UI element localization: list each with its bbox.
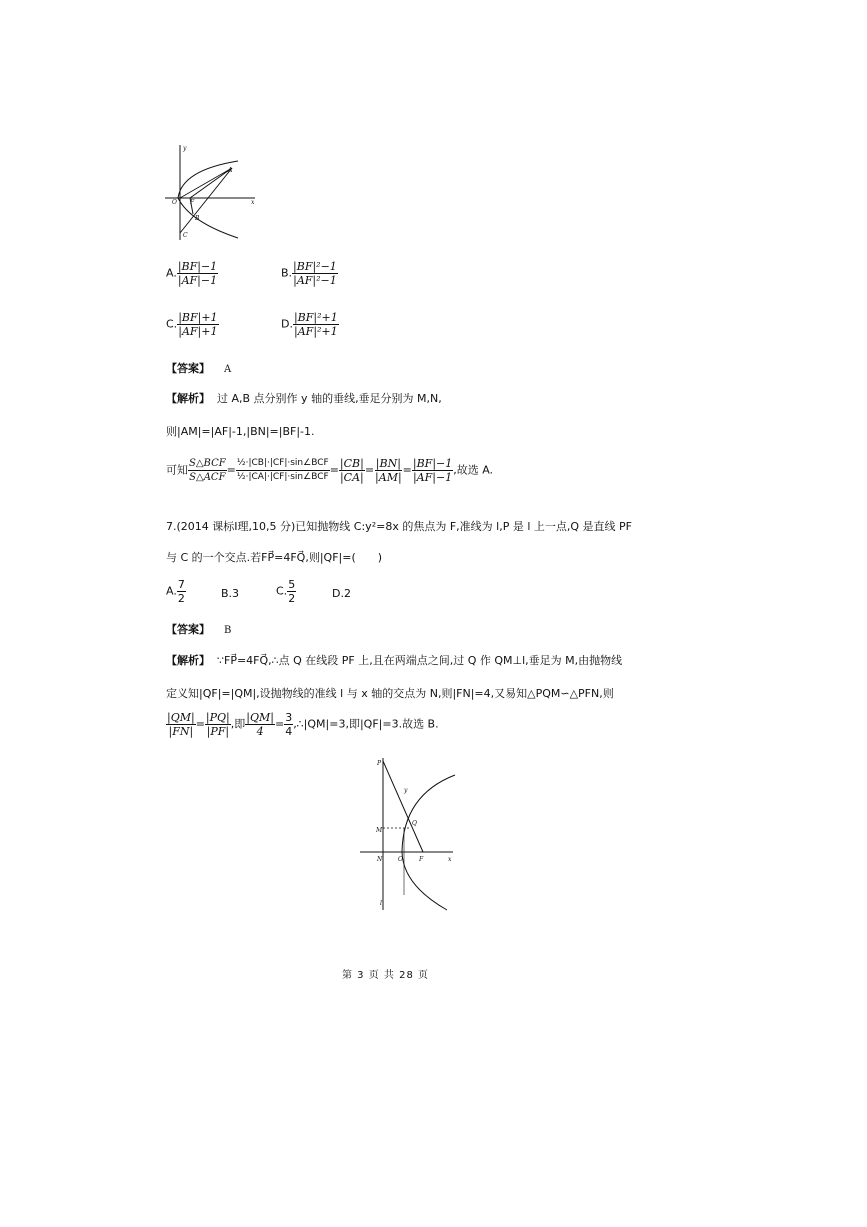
analysis-text: ∵FP⃗=4FQ⃗,∴点 Q 在线段 PF 上,且在两端点之间,过 Q 作 QM⊥l,垂足为 M,由抛物线 [217,654,623,667]
option-numerator: |BF|+1 [178,311,218,324]
q6-analysis-line2: 则|AM|=|AF|-1,|BN|=|BF|-1. [166,425,315,438]
q6-option-a [166,260,218,287]
q7-option-b: B.3 [221,587,240,600]
fraction-denominator: |CA| [339,471,364,484]
fraction-numerator: |QM| [167,711,195,724]
fraction-denominator: |AM| [375,471,402,484]
fraction-denominator: 2 [288,592,296,605]
label-x: x [448,856,452,863]
answer-value: B [224,625,232,636]
fraction-numerator: ½·|CB|·|CF|·sin∠BCF [236,457,330,471]
equals: = [402,463,412,477]
option-fraction [287,578,296,605]
formula-prefix: 可知 [166,463,188,477]
option-numerator: |BF|²+1 [293,311,338,324]
formula-suffix: ,∴|QM|=3,即|QF|=3.故选 B. [293,717,439,731]
q7-option-d: D.2 [332,587,351,600]
label-q: Q [412,820,417,827]
label-m: M [376,827,383,834]
label-y: y [183,145,187,152]
fraction-numerator: 3 [285,711,293,724]
formula-fraction-4 [284,711,293,738]
label-f: F [190,199,195,206]
fraction-numerator: |PQ| [205,711,230,724]
q7-analysis-line2: 定义知|QF|=|QM|,设抛物线的准线 l 与 x 轴的交点为 N,则|FN|=4,又易知△PQM∽△PFN,则 [166,687,614,700]
label-o: O [398,856,403,863]
fraction-denominator: 4 [256,725,264,738]
option-letter: C. [276,584,288,598]
q7-option-c [276,578,296,605]
option-fraction [177,578,186,605]
formula-fraction-1 [188,457,227,484]
option-letter: A. [166,584,177,598]
option-denominator: |AF|+1 [178,325,218,338]
fraction-numerator: |BN| [375,457,401,470]
analysis-text: 过 A,B 点分别作 y 轴的垂线,垂足分别为 M,N, [217,392,442,405]
option-numerator: |BF|²−1 [293,260,337,273]
analysis-label: 【解析】 [166,654,210,667]
fraction-numerator: 7 [177,578,185,591]
label-n: N [377,856,383,863]
fraction-numerator: 5 [288,578,296,591]
q6-analysis-formula [166,457,493,484]
label-f: F [419,856,424,863]
fraction-denominator: |AF|−1 [412,471,453,484]
label-p: P [377,760,382,767]
fraction-numerator: S△BCF [189,458,226,469]
analysis-label: 【解析】 [166,392,210,405]
option-fraction [177,260,218,287]
formula-fraction-2 [205,711,231,738]
q7-stem-line2: 与 C 的一个交点.若FP⃗=4FQ⃗,则|QF|=( ) [166,551,383,564]
fraction-numerator: |BF|−1 [412,457,453,470]
q7-answer [166,621,231,637]
option-fraction [293,311,339,338]
label-o: O [172,199,177,206]
option-letter: D. [281,317,293,331]
line-oa [180,168,232,198]
option-denominator: |AF|−1 [177,274,218,287]
equals: = [226,463,236,477]
option-letter: A. [166,266,177,280]
q6-analysis-line1 [166,390,442,406]
formula-fraction-5 [412,457,453,484]
label-y: y [404,787,408,794]
q7-analysis-formula [166,711,439,738]
option-denominator: |AF|²−1 [293,274,337,287]
label-l: l [380,900,382,907]
page-footer: 第 3 页 共 28 页 [342,970,429,981]
formula-suffix: ,故选 A. [453,463,494,477]
fraction-denominator: 4 [285,725,293,738]
q6-option-b [281,260,338,287]
line-ca [180,168,232,233]
equals: = [364,463,375,477]
label-x: x [251,199,255,206]
q7-option-a [166,578,186,605]
label-a: A [228,167,233,174]
formula-fraction-3 [339,457,365,484]
fraction-numerator: |CB| [339,457,364,470]
option-letter: C. [166,317,178,331]
parabola-curve [402,775,455,910]
formula-fraction-2 [236,457,330,484]
fraction-denominator: S△ACF [189,472,226,483]
q7-stem-line1: 7.(2014 课标Ⅰ理,10,5 分)已知抛物线 C:y²=8x 的焦点为 F,准线为 l,P 是 l 上一点,Q 是直线 PF [166,520,632,533]
equals: = [274,717,285,731]
figure-parabola-abc [160,140,265,245]
label-c: C [183,232,188,239]
formula-middle: ,即 [230,717,246,731]
fraction-denominator: ½·|CA|·|CF|·sin∠BCF [236,472,329,482]
fraction-denominator: 2 [177,592,185,605]
formula-fraction-4 [374,457,403,484]
equals: = [329,463,339,477]
figure-parabola-pqf [355,755,465,915]
equals: = [195,717,205,731]
q6-option-c [166,311,219,338]
q6-option-d [281,311,339,338]
option-fraction [177,311,218,338]
option-denominator: |AF|²+1 [294,325,338,338]
fraction-numerator: |QM| [246,711,274,724]
formula-fraction-3 [245,711,275,738]
q6-answer [166,360,231,376]
label-b: B [195,215,200,222]
answer-label: 【答案】 [166,362,210,375]
fraction-denominator: |PF| [206,725,230,738]
answer-value: A [224,364,232,375]
option-letter: B. [281,266,293,280]
answer-label: 【答案】 [166,623,210,636]
q7-analysis-line1 [166,652,622,668]
formula-fraction-1 [166,711,196,738]
option-fraction [292,260,338,287]
fraction-denominator: |FN| [168,725,194,738]
option-numerator: |BF|−1 [177,260,218,273]
